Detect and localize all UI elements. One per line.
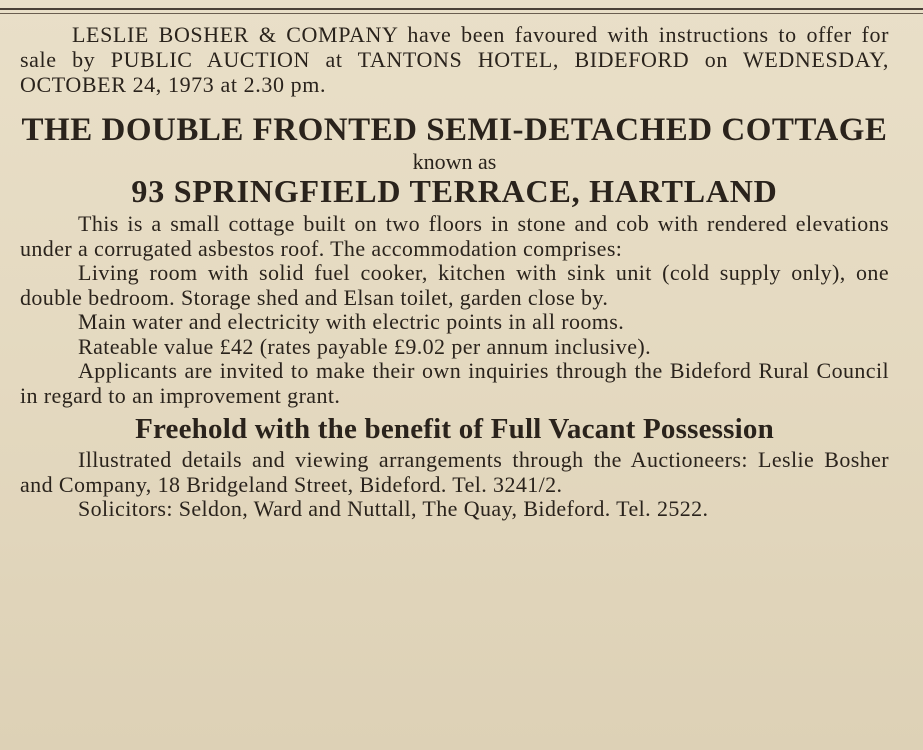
address-heading: 93 SPRINGFIELD TERRACE, HARTLAND [131, 173, 778, 209]
grant-paragraph: Applicants are invited to make their own inquiries through the Bideford Rural Council in regard to an improvement grant. [20, 358, 889, 408]
top-rule [0, 8, 923, 10]
accommodation-paragraph: Living room with solid fuel cooker, kitchen with sink unit (cold supply only), one double bedroom. Storage shed and Elsan toilet, garden close by. [20, 260, 889, 310]
rates-paragraph: Rateable value £42 (rates payable £9.02 per annum inclusive). [78, 333, 651, 359]
property-heading: THE DOUBLE FRONTED SEMI-DETACHED COTTAGE [21, 112, 888, 148]
tenure-heading: Freehold with the benefit of Full Vacant Possession [135, 413, 774, 445]
intro-paragraph: LESLIE BOSHER & COMPANY have been favoured with instructions to offer for sale by PUBLIC AUCTION at TANTONS HOTEL, BIDEFORD on WEDNESDAY, OCTOBER 24, 1973 at 2.30 pm. [20, 22, 889, 97]
known-as-text: known as [412, 149, 497, 174]
services-paragraph: Main water and electricity with electric points in all rooms. [78, 309, 625, 334]
top-rule-thin [0, 13, 923, 14]
auctioneers-paragraph: Illustrated details and viewing arrangements through the Auctioneers: Leslie Bosher and Company, 18 Bridgeland Street, Bideford. Tel. 3241/2. [20, 447, 889, 497]
description-paragraph: This is a small cottage built on two floors in stone and cob with rendered elevations under a corrugated asbestos roof. The accommodation comprises: [20, 211, 889, 261]
solicitors-paragraph: Solicitors: Seldon, Ward and Nuttall, The Quay, Bideford. Tel. 2522. [78, 496, 709, 521]
